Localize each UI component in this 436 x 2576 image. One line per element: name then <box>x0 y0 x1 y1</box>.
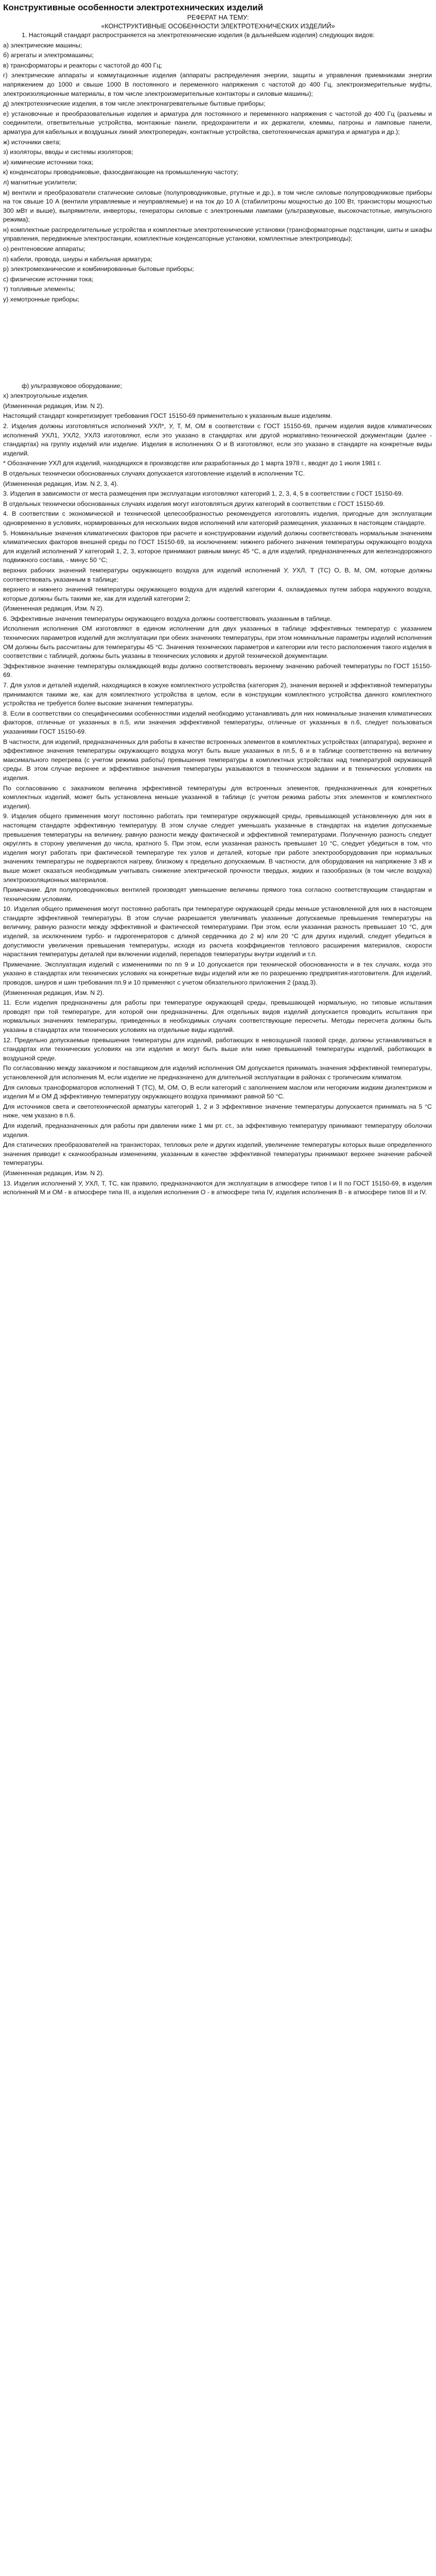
paragraph: * Обозначение УХЛ для изделий, находящихся в производстве или разработанных до 1 марта 1978 г., вводят до 1 июля 1981 г. <box>3 460 381 467</box>
paragraph: Для изделий, предназначенных для работы при давлении ниже 1 мм рт. ст., за эффективную температуру принимают температуру оболочки изделия. <box>3 1122 432 1139</box>
paragraph: п) кабели, провода, шнуры и кабельная арматура; <box>3 255 152 263</box>
paragraph: в) трансформаторы и реакторы с частотой до 400 Гц; <box>3 61 162 69</box>
paragraph: х) электроугольные изделия. <box>3 392 89 400</box>
page-title: Конструктивные особенности электротехнических изделий <box>3 3 264 12</box>
paragraph: (Измененная редакция, Изм. N 2). <box>3 605 104 613</box>
paragraph: 11. Если изделия предназначены для работы при температуре окружающей среды, превышающей нормальную, но типовые испытания проводят при той температуре, для которой они предназначены. Для отдельных видов изделий допускается проводить испытания при нормальных значениях температуры, приведенных в необходимых случаях соответствующие пересчеты. Методы пересчета должны быть указаны в стандартах или технических условиях на отдельные виды изделий. <box>3 999 432 1033</box>
paragraph: Настоящий стандарт конкретизирует требования ГОСТ 15150-69 применительно к указанным выше изделиям. <box>3 412 333 420</box>
blank-gap <box>3 306 432 382</box>
paragraph: г) электрические аппараты и коммутационные изделия (аппараты распределения энергии, защиты и управления приемниками энергии напряжением до 1000 и свыше 1000 В постоянного и переменного напряжения с частотой до 400 Гц, электроизмерительные муфты, электроизоляционные материалы, в том числе электроизмерительные контакторы и силовые машины); <box>3 72 432 97</box>
paragraph: с) физические источники тока; <box>3 275 94 283</box>
paragraph: По согласованию между заказчиком и поставщиком для изделий исполнения ОМ допускается принимать значения эффективной температуры, установленной для исполнения М, если изделие не предназначено для длительной эксплуатации в районах с тропическим климатом. <box>3 1064 432 1081</box>
paragraph: 1. Настоящий стандарт распространяется на электротехнические изделия (в дальнейшем изделия) следующих видов: <box>22 31 375 39</box>
section-part-2 <box>3 382 432 1197</box>
paragraph: В частности, для изделий, предназначенных для работы в качестве встроенных элементов в комплектных устройствах (аппаратура), верхнее и эффективное значения температуры окружающего воздуха могут быть выше указанных в пп.5, 6 и в таблице соответственно на величину максимального перегрева (с учетом режима работы) превышения температуры в комплектных устройствах над температурой окружающей среды. В этом случае верхнее и эффективное значения температуры указываются в техническом задании и в технических условиях на изделия. <box>3 738 432 782</box>
paragraph: 5. Номинальные значения климатических факторов при расчете и конструировании изделий должны соответствовать нормальным значениям климатических факторов внешней среды по ГОСТ 15150-69, за исключением: нижнего рабочего значения температуры окружающего воздуха для изделий исполнений У категорий 1, 2, 3, которое принимают равным минус 45 °С, а для изделий, предназначенных для железнодорожного подвижного состава, - минус 50 °С; <box>3 529 432 564</box>
paragraph: е) установочные и преобразовательные изделия и арматура для постоянного и переменного напряжения с частотой до 400 Гц (разъемы и соединители, ответвительные устройства, монтажные панели, предохранители и их держатели, клеммы, патроны и ламповые панели, арматура для кабельных и воздушных линий электропередач, контактные устройства, светотехническая арматура и арматура и др.); <box>3 110 432 135</box>
paragraph: 4. В соответствии с экономической и технической целесообразностью рекомендуется изготовлять изделия, пригодные для эксплуатации одновременно в условиях, нормированных для нескольких видов исполнений или категорий размещения, указанных в настоящем стандарте. <box>3 510 432 527</box>
referat-label: РЕФЕРАТ НА ТЕМУ: <box>187 14 249 21</box>
paragraph: Эффективное значение температуры охлаждающей воды должно соответствовать верхнему значению рабочей температуры по ГОСТ 15150-69. <box>3 662 432 679</box>
paragraph: Исполнения исполнения ОМ изготовляют в едином исполнении для двух указанных в таблице эффективных температур с указанием технических параметров изделий для эксплуатации при обеих значениях температуры, при этом номинальные параметры изделий исполнения ОМ должны быть рассчитаны для температуры 45 °С. Значения технических параметров и категории или тесто расположения такого изделия в соответствии с таблицей, должны быть указаны в технических условиях и другой технической документации. <box>3 625 432 660</box>
paragraph: 3. Изделия в зависимости от места размещения при эксплуатации изготовляют категорий 1, 2, 3, 4, 5 в соответствии с ГОСТ 15150-69. <box>3 490 404 498</box>
paragraph: 13. Изделия исполнений У, УХЛ, Т, ТС, как правило, предназначаются для эксплуатации в атмосфере типов I и II по ГОСТ 15150-69, в изделия исполнений М и ОМ - в атмосфере типа III, а изделия исполнения О - в атмосфере типа IV, изделия исполнения В - в атмосфере типов III и IV. <box>3 1179 432 1196</box>
paragraph: 12. Предельно допускаемые превышения температуры для изделий, работающих в невозцушной газовой среде, должны устанавливаться в стандартах или технических условиях на эти изделия и могут быть выше или ниже превышений температуры изделий, работающих в воздушной среде. <box>3 1036 432 1062</box>
paragraph: По согласованию с заказчиком величина эффективной температуры для встроенных элементов, предназначенных для конкретных комплектных изделий, может быть установлена меньше указанной в таблице (с учетом режима работы этих элементов и комплектного изделия). <box>3 784 432 810</box>
paragraph: (Измененная редакция, Изм. N 2). <box>3 989 104 996</box>
paragraph: В отдельных технически обоснованных случаях допускается изготовление изделий в исполнении ТС. <box>3 469 305 477</box>
paragraph: (Измененная редакция, Изм. N 2). <box>3 1169 104 1177</box>
paragraph: к) конденсаторы проводниковые, фазосдвигающие на промышленную частоту; <box>3 168 239 176</box>
paragraph: 9. Изделия общего применения могут постоянно работать при температуре окружающей среды, превышающей установленную для них в настоящем стандарте эффективную температуру. В этом случае следует уменьшать указанные в стандартах на изделия допускаемые превышения температуры на величину, равную разности между фактической и эффективной температурами. Полученную разность следует округлять в сторону увеличения до числа, кратного 5. При этом, если указанная разность превышает 10 °С, следует убедиться в том, что изделия могут работать при фактической температуре тех узлов и деталей, которые при работе электрооборудования при нормальных значениях температуры не подвергаются нагреву, близкому к предельно допускаемым. В частности, для оборудования на напряжение 3 кВ и выше может оказаться необходимым учитывать снижение электрической прочности твердых, жидких и газообразных (в том числе воздуха) электроизоляционных материалов. <box>3 812 432 884</box>
paragraph: 8. Если в соответствии со специфическими особенностями изделий необходимо устанавливать для них номинальные значения климатических факторов, отличные от указанных в п.5, или значения эффективной температуры, отличные от указанных в п.6, следует пользоваться указаниями ГОСТ 15150-69. <box>3 709 432 735</box>
paragraph: н) комплектные распределительные устройства и комплектные электротехнические установки (трансформаторные подстанции, шиты и шкафы управления, передвижные электростанции, комплектные конденсаторные установки, комплектные электроприводы); <box>3 226 432 243</box>
paragraph: д) электротехнические изделия, в том числе электронагревательные бытовые приборы; <box>3 100 266 108</box>
paragraph: Примечание. Для полупроводниковых вентилей производят уменьшение величины прямого тока согласно соответствующим стандартам и техническим условиям. <box>3 886 432 903</box>
paragraph: л) магнитные усилители; <box>3 178 77 186</box>
paragraph: 7. Для узлов и деталей изделий, находящихся в кожухе комплектного устройства (категория 2), значения верхней и эффективной температуры принимаются такими же, как для комплектного устройства в целом, если в конструкции комплектного устройства данного комплектного устройства не требуется более высокие значения температуры. <box>3 682 432 707</box>
paragraph: р) электромеханические и комбинированные бытовые приборы; <box>3 265 194 273</box>
paragraph: верхних рабочих значений температуры окружающего воздуха для изделий исполнений У, УХЛ, Т (ТС) О, В, М, ОМ, которые должны соответствовать указанным в таблице; <box>3 566 432 583</box>
paragraph: Примечание. Эксплуатация изделий с изменениями по пп 9 и 10 допускается при технической обоснованности и в тех случаях, когда это указано в стандартах или технических условиях на конкретные виды изделий или же по разрешению предприятия-изготовителя. Для изделий, проводов, шнуров и шин требования пп.9 и 10 применяют с учетом обязательного приложения 2 (разд.3). <box>3 960 432 987</box>
paragraph: 6. Эффективные значения температуры окружающего воздуха должны соответствовать указанным в таблице. <box>3 615 332 622</box>
paragraph: т) топливные элементы; <box>3 285 75 293</box>
paragraph: а) электрические машины; <box>3 41 82 49</box>
section-part-1 <box>3 31 432 304</box>
paragraph: з) изоляторы, вводы и системы изоляторов; <box>3 148 133 156</box>
paragraph: Для силовых трансформаторов исполнений Т (ТС), М, ОМ, О, В если категорий с заполнением маслом или негорючим жидким диэлектриком и изделия М и ОМ Д эффективную температуру окружающего воздуха принимают равной 50 °С. <box>3 1083 432 1100</box>
paragraph: (Измененная редакция, Изм. N 2, 3, 4). <box>3 480 118 487</box>
paragraph: ж) источники света; <box>3 138 61 146</box>
paragraph: Для статических преобразователей на транзисторах, тепловых реле и других изделий, увеличение температуры которых выше определенного значения приводит к скачкообразным изменениям, указанным в качестве эффективной температуры принимают верхнее значение рабочей температуры. <box>3 1141 432 1167</box>
document-body <box>0 31 436 1197</box>
paragraph: у) хемотронные приборы; <box>3 296 79 303</box>
paragraph: б) агрегаты и электромашины; <box>3 52 94 59</box>
paragraph: ф) ультразвуковое оборудование; <box>22 382 122 389</box>
paragraph: В отдельных технически обоснованных случаях изделия могут изготовляться других категорий в соответствии с ГОСТ 15150-69. <box>3 500 385 507</box>
paragraph: 10. Изделия общего применения могут постоянно работать при температуре окружающей среды меньше установленной для них в настоящем стандарте эффективной температуры. В этом случае разрешается увеличивать указанные допускаемые превышения температуры на величину, равную разности между эффективной и фактической температурами. При этом, если указанная разность превышает 10 °С, для изделий, за исключением турбо- и гидрогенераторов с длиной сердечника до 2 м) или 20 °С для других изделий, следует убедиться в допустимости увеличения превышения температуры, исходя из расчета коэффициентов теплового расширения материалов, скорости нарастания температуры деталей при включении изделий, перепадов температуры внутри изделий и т.п. <box>3 905 432 958</box>
paragraph: 2. Изделия должны изготовляться исполнений УХЛ*, У, Т, М, ОМ в соответствии с ГОСТ 15150-69, причем изделия видов климатических исполнений УХЛ1, УХЛ2, УХЛ3 изготовляют, если это указано в стандартах или другой нормативно-технической документации (далее - стандартах) на группу изделий или изделие. Изделия в исполнениях О и В изготовляют, если это указано в стандарте на конкретные виды изделий. <box>3 422 432 457</box>
paragraph: (Измененная редакция, Изм. N 2). <box>3 402 104 410</box>
paragraph: м) вентили и преобразователи статические силовые (полупроводниковые, ртутные и др.), в том числе силовые полупроводниковые приборы на ток свыше 10 А (вентили управляемые и неуправляемые) и на ток до 10 А (стабилитроны мощностью до 100 Вт, транзисторы мощностью 300 мВт и выше), выпрямители, инверторы, генераторы силовые с электронными лампами (ультразвуковые, высокочастотные, импульсного режима); <box>3 189 432 224</box>
paragraph: Для источников света и светотехнической арматуры категорий 1, 2 и 3 эффективное значение температуры допускается принимать на 5 °С ниже, чем указано в п.6. <box>3 1103 432 1120</box>
paragraph: и) химические источники тока; <box>3 158 93 166</box>
referat-topic: «КОНСТРУКТИВНЫЕ ОСОБЕННОСТИ ЭЛЕКТРОТЕХНИЧЕСКИХ ИЗДЕЛИЙ» <box>101 23 335 30</box>
paragraph: о) рентгеновские аппараты; <box>3 245 85 253</box>
paragraph: верхнего и нижнего значений температуры окружающего воздуха для изделий категории 4, охлаждаемых путем забора наружного воздуха, которые должны быть такими же, как для изделий категории 2; <box>3 586 432 602</box>
